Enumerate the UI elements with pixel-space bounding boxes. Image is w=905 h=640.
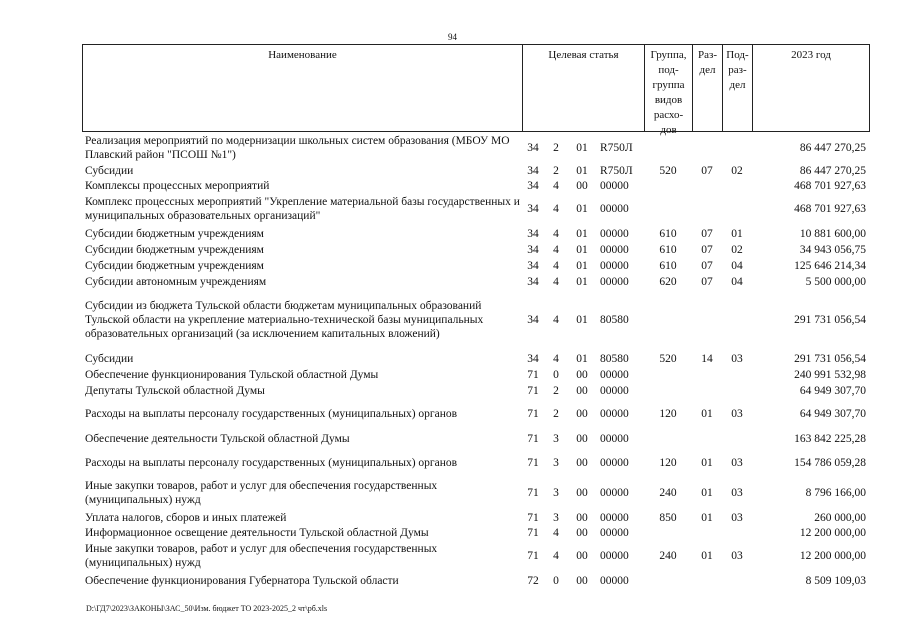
table-row bbox=[82, 541, 870, 571]
row-section: 01 bbox=[701, 550, 713, 562]
row-amount: 163 842 225,28 bbox=[794, 432, 866, 445]
row-section bbox=[692, 296, 722, 344]
row-subsection: 03 bbox=[731, 550, 743, 562]
row-group: 610 bbox=[659, 259, 677, 272]
row-group bbox=[644, 367, 692, 382]
table-row bbox=[82, 573, 870, 588]
row-name: Субсидии bbox=[85, 352, 134, 365]
row-group: 610 bbox=[659, 227, 677, 240]
row-name: Иные закупки товаров, работ и услуг для обеспечения государственных (муниципальных) нужд bbox=[85, 543, 438, 569]
header-subsection-line: Под- bbox=[726, 49, 749, 61]
row-subsection bbox=[722, 525, 752, 540]
row-subsection: 04 bbox=[731, 259, 743, 272]
file-path-footer: D:\ГД7\2023\ЗАКОНЫ\ЗАС_50\Изм. бюджет ТО 2023-2025_2 чт\рб.xls bbox=[86, 604, 328, 613]
row-section: 07 bbox=[701, 275, 713, 288]
row-name: Обеспечение функционирования Тульской областной Думы bbox=[85, 368, 379, 381]
row-subsection bbox=[722, 383, 752, 398]
row-name: Иные закупки товаров, работ и услуг для обеспечения государственных (муниципальных) нужд bbox=[85, 480, 438, 506]
header-year bbox=[752, 45, 870, 131]
table-row bbox=[82, 194, 870, 224]
row-target-subprogram: 3 bbox=[553, 432, 559, 445]
row-target-program: 34 bbox=[527, 203, 539, 215]
row-group: 850 bbox=[659, 511, 677, 524]
row-target-subprogram: 3 bbox=[553, 487, 559, 499]
row-target-code: 00000 bbox=[600, 368, 629, 381]
table-row bbox=[82, 178, 870, 193]
row-amount: 34 943 056,75 bbox=[799, 243, 866, 256]
row-target-subprogram: 3 bbox=[553, 511, 559, 524]
row-amount: 64 949 307,70 bbox=[799, 384, 866, 397]
row-target-event: 01 bbox=[576, 352, 588, 365]
table-row bbox=[82, 455, 870, 470]
row-target-event: 00 bbox=[576, 487, 588, 499]
row-target-event: 01 bbox=[576, 243, 588, 256]
row-amount: 468 701 927,63 bbox=[794, 203, 866, 215]
row-target-event: 00 bbox=[576, 384, 588, 397]
row-section bbox=[692, 383, 722, 398]
row-target-program: 71 bbox=[527, 456, 539, 469]
row-target-subprogram: 4 bbox=[553, 259, 559, 272]
row-name: Субсидии автономным учреждениям bbox=[85, 275, 267, 288]
row-amount: 8 796 166,00 bbox=[805, 487, 866, 499]
row-group: 520 bbox=[659, 164, 677, 177]
row-target-event: 00 bbox=[576, 511, 588, 524]
row-subsection bbox=[722, 194, 752, 224]
row-subsection: 03 bbox=[731, 352, 743, 365]
row-subsection bbox=[722, 296, 752, 344]
header-section bbox=[692, 45, 722, 131]
row-target-subprogram: 4 bbox=[553, 179, 559, 192]
row-target-code: 00000 bbox=[600, 227, 629, 240]
row-target-program: 71 bbox=[527, 511, 539, 524]
row-amount: 240 991 532,98 bbox=[794, 368, 866, 381]
row-subsection bbox=[722, 133, 752, 162]
row-section bbox=[692, 194, 722, 224]
row-target-subprogram: 4 bbox=[553, 314, 559, 326]
row-target-code: R750Л bbox=[600, 164, 633, 177]
row-group: 610 bbox=[659, 243, 677, 256]
table-row bbox=[82, 163, 870, 178]
row-subsection: 03 bbox=[731, 487, 743, 499]
row-subsection bbox=[722, 178, 752, 193]
row-target-event: 00 bbox=[576, 407, 588, 420]
row-name: Субсидии бюджетным учреждениям bbox=[85, 227, 264, 240]
row-amount: 291 731 056,54 bbox=[794, 314, 866, 326]
row-target-subprogram: 4 bbox=[553, 550, 559, 562]
row-amount: 86 447 270,25 bbox=[799, 164, 866, 177]
row-name: Субсидии бюджетным учреждениям bbox=[85, 243, 264, 256]
row-target-event: 00 bbox=[576, 432, 588, 445]
row-subsection bbox=[722, 367, 752, 382]
row-section: 07 bbox=[701, 243, 713, 256]
row-section: 01 bbox=[701, 487, 713, 499]
row-target-program: 71 bbox=[527, 407, 539, 420]
row-group bbox=[644, 383, 692, 398]
table-row bbox=[82, 133, 870, 162]
row-name: Субсидии bbox=[85, 164, 134, 177]
row-target-program: 34 bbox=[527, 352, 539, 365]
row-target-event: 00 bbox=[576, 526, 588, 539]
row-subsection bbox=[722, 431, 752, 446]
row-amount: 154 786 059,28 bbox=[794, 456, 866, 469]
row-subsection bbox=[722, 573, 752, 588]
row-group bbox=[644, 194, 692, 224]
header-group-line: дов bbox=[660, 124, 677, 136]
row-group: 120 bbox=[659, 407, 677, 420]
row-section: 01 bbox=[701, 407, 713, 420]
header-group-line: Группа, bbox=[650, 49, 687, 61]
row-group bbox=[644, 178, 692, 193]
table-row bbox=[82, 367, 870, 382]
row-target-program: 71 bbox=[527, 432, 539, 445]
row-target-event: 01 bbox=[576, 164, 588, 177]
row-name: Субсидии из бюджета Тульской области бюджетам муниципальных образований Тульской области на укрепление материально-технической базы муниципальных образовательных организаций (за исключением капитальных вложений) bbox=[85, 300, 484, 340]
row-target-subprogram: 0 bbox=[553, 368, 559, 381]
header-subsection bbox=[722, 45, 752, 131]
row-name: Обеспечение деятельности Тульской областной Думы bbox=[85, 432, 350, 445]
row-amount: 5 500 000,00 bbox=[805, 275, 866, 288]
header-target bbox=[522, 45, 644, 131]
row-target-code: 00000 bbox=[600, 526, 629, 539]
header-subsection-line: раз- bbox=[728, 64, 747, 76]
row-target-code: 00000 bbox=[600, 574, 629, 587]
header-group-line: группа bbox=[652, 79, 685, 91]
header-group bbox=[644, 45, 692, 136]
header-section-line: дел bbox=[699, 64, 716, 76]
row-group: 620 bbox=[659, 275, 677, 288]
row-amount: 8 509 109,03 bbox=[805, 574, 866, 587]
row-target-subprogram: 2 bbox=[553, 384, 559, 397]
row-target-program: 71 bbox=[527, 526, 539, 539]
row-target-code: 00000 bbox=[600, 179, 629, 192]
row-target-code: 00000 bbox=[600, 550, 629, 562]
row-target-subprogram: 4 bbox=[553, 275, 559, 288]
row-target-program: 34 bbox=[527, 259, 539, 272]
row-section: 07 bbox=[701, 259, 713, 272]
table-row bbox=[82, 383, 870, 398]
row-group: 520 bbox=[659, 352, 677, 365]
row-name: Обеспечение функционирования Губернатора Тульской области bbox=[85, 574, 399, 587]
row-amount: 64 949 307,70 bbox=[799, 407, 866, 420]
row-target-code: R750Л bbox=[600, 141, 633, 154]
row-amount: 12 200 000,00 bbox=[799, 526, 866, 539]
row-target-subprogram: 4 bbox=[553, 203, 559, 215]
table-row bbox=[82, 406, 870, 421]
header-target-label: Целевая статья bbox=[548, 49, 619, 61]
row-target-subprogram: 4 bbox=[553, 526, 559, 539]
row-target-event: 00 bbox=[576, 574, 588, 587]
row-target-code: 00000 bbox=[600, 407, 629, 420]
row-target-subprogram: 3 bbox=[553, 456, 559, 469]
row-target-code: 00000 bbox=[600, 243, 629, 256]
row-target-program: 34 bbox=[527, 141, 539, 154]
row-target-code: 00000 bbox=[600, 259, 629, 272]
row-group: 120 bbox=[659, 456, 677, 469]
row-section bbox=[692, 431, 722, 446]
row-target-code: 00000 bbox=[600, 511, 629, 524]
header-group-line: видов bbox=[654, 94, 683, 106]
row-amount: 260 000,00 bbox=[814, 511, 866, 524]
table-header bbox=[82, 44, 870, 136]
row-name: Уплата налогов, сборов и иных платежей bbox=[85, 511, 287, 524]
row-target-program: 34 bbox=[527, 227, 539, 240]
table-row bbox=[82, 478, 870, 508]
row-section bbox=[692, 367, 722, 382]
table-row bbox=[82, 431, 870, 446]
header-name bbox=[82, 45, 522, 131]
row-target-event: 01 bbox=[576, 203, 588, 215]
row-section: 07 bbox=[701, 164, 713, 177]
row-amount: 468 701 927,63 bbox=[794, 179, 866, 192]
row-amount: 86 447 270,25 bbox=[799, 141, 866, 154]
row-target-program: 34 bbox=[527, 243, 539, 256]
row-target-event: 01 bbox=[576, 141, 588, 154]
row-target-code: 00000 bbox=[600, 487, 629, 499]
row-target-subprogram: 4 bbox=[553, 243, 559, 256]
row-target-program: 34 bbox=[527, 164, 539, 177]
row-target-program: 34 bbox=[527, 179, 539, 192]
row-subsection: 03 bbox=[731, 511, 743, 524]
row-subsection: 03 bbox=[731, 407, 743, 420]
header-group-line: расхо- bbox=[653, 109, 684, 121]
header-year-label: 2023 год bbox=[791, 49, 831, 61]
row-target-subprogram: 0 bbox=[553, 574, 559, 587]
row-name: Субсидии бюджетным учреждениям bbox=[85, 259, 264, 272]
row-target-program: 71 bbox=[527, 487, 539, 499]
row-subsection: 04 bbox=[731, 275, 743, 288]
row-target-program: 71 bbox=[527, 550, 539, 562]
header-subsection-line: дел bbox=[729, 79, 746, 91]
row-target-code: 00000 bbox=[600, 203, 629, 215]
row-section: 01 bbox=[701, 456, 713, 469]
table-row bbox=[82, 274, 870, 289]
table-row bbox=[82, 296, 870, 344]
row-name: Комплекс процессных мероприятий "Укрепление материальной базы государственных и муниципальных образовательных организаций" bbox=[85, 196, 520, 222]
row-amount: 291 731 056,54 bbox=[794, 352, 866, 365]
row-target-code: 80580 bbox=[600, 314, 629, 326]
header-group-line: под- bbox=[658, 64, 679, 76]
row-section bbox=[692, 178, 722, 193]
row-target-event: 01 bbox=[576, 314, 588, 326]
page-number: 94 bbox=[448, 32, 457, 42]
row-name: Расходы на выплаты персоналу государственных (муниципальных) органов bbox=[85, 407, 458, 420]
row-target-event: 00 bbox=[576, 179, 588, 192]
row-amount: 12 200 000,00 bbox=[799, 550, 866, 562]
row-name: Информационное освещение деятельности Тульской областной Думы bbox=[85, 526, 429, 539]
row-target-code: 00000 bbox=[600, 384, 629, 397]
row-amount: 10 881 600,00 bbox=[799, 227, 866, 240]
row-target-event: 00 bbox=[576, 456, 588, 469]
row-name: Комплексы процессных мероприятий bbox=[85, 179, 270, 192]
row-subsection: 01 bbox=[731, 227, 743, 240]
row-section: 07 bbox=[701, 227, 713, 240]
row-target-program: 72 bbox=[527, 574, 539, 587]
row-target-code: 00000 bbox=[600, 456, 629, 469]
table-row bbox=[82, 258, 870, 273]
row-target-event: 01 bbox=[576, 227, 588, 240]
row-target-subprogram: 4 bbox=[553, 352, 559, 365]
row-group bbox=[644, 573, 692, 588]
table-row bbox=[82, 510, 870, 525]
row-target-subprogram: 2 bbox=[553, 141, 559, 154]
row-group bbox=[644, 431, 692, 446]
table-row bbox=[82, 525, 870, 540]
row-target-subprogram: 2 bbox=[553, 164, 559, 177]
row-target-event: 01 bbox=[576, 275, 588, 288]
table-row bbox=[82, 242, 870, 257]
row-target-program: 34 bbox=[527, 275, 539, 288]
row-amount: 125 646 214,34 bbox=[794, 259, 866, 272]
header-name-label: Наименование bbox=[268, 49, 337, 61]
row-target-code: 80580 bbox=[600, 352, 629, 365]
table-row bbox=[82, 226, 870, 241]
row-target-event: 01 bbox=[576, 259, 588, 272]
row-subsection: 03 bbox=[731, 456, 743, 469]
row-subsection: 02 bbox=[731, 164, 743, 177]
row-target-subprogram: 2 bbox=[553, 407, 559, 420]
row-name: Расходы на выплаты персоналу государственных (муниципальных) органов bbox=[85, 456, 458, 469]
row-target-event: 00 bbox=[576, 550, 588, 562]
row-section bbox=[692, 133, 722, 162]
row-subsection: 02 bbox=[731, 243, 743, 256]
row-section: 14 bbox=[701, 352, 713, 365]
row-section bbox=[692, 573, 722, 588]
row-group bbox=[644, 525, 692, 540]
row-name: Реализация мероприятий по модернизации школьных систем образования (МБОУ МО Плавский район "ПСОШ №1") bbox=[85, 134, 510, 161]
row-target-subprogram: 4 bbox=[553, 227, 559, 240]
row-target-program: 34 bbox=[527, 314, 539, 326]
row-section bbox=[692, 525, 722, 540]
row-target-code: 00000 bbox=[600, 275, 629, 288]
row-target-program: 71 bbox=[527, 368, 539, 381]
header-section-line: Раз- bbox=[697, 49, 717, 61]
row-group bbox=[644, 296, 692, 344]
row-group: 240 bbox=[659, 487, 677, 499]
row-name: Депутаты Тульской областной Думы bbox=[85, 384, 265, 397]
row-group bbox=[644, 133, 692, 162]
row-target-program: 71 bbox=[527, 384, 539, 397]
row-section: 01 bbox=[701, 511, 713, 524]
row-group: 240 bbox=[659, 550, 677, 562]
row-target-event: 00 bbox=[576, 368, 588, 381]
table-row bbox=[82, 351, 870, 366]
row-target-code: 00000 bbox=[600, 432, 629, 445]
